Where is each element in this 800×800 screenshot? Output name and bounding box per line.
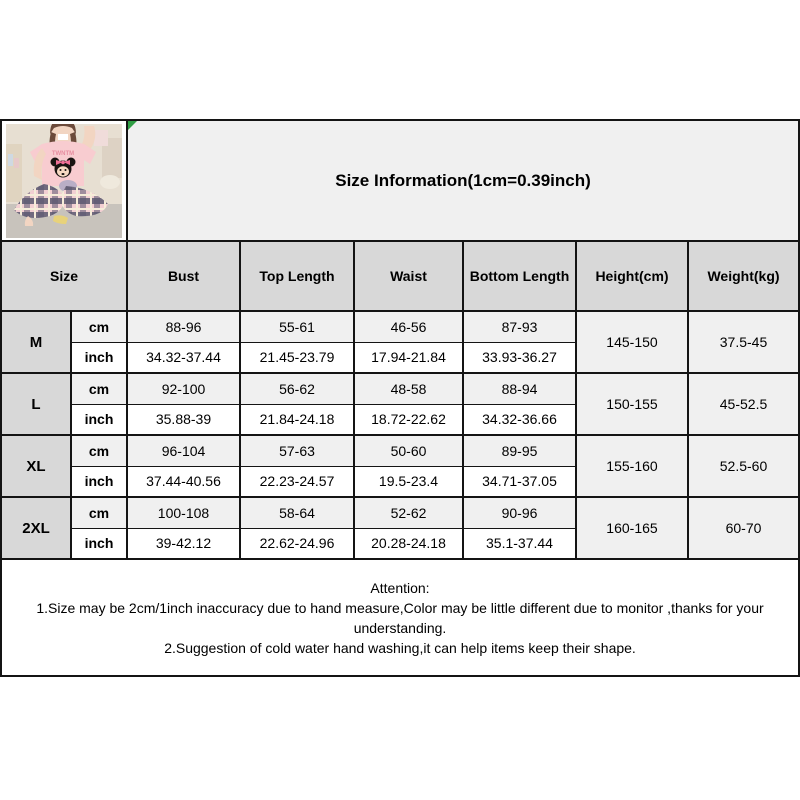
- cell-bust-cm: 88-96: [127, 311, 240, 342]
- cell-bottom-length-cm: 90-96: [463, 497, 576, 528]
- header-bottom-length: Bottom Length: [463, 241, 576, 311]
- title-row: [1, 120, 799, 241]
- cell-height: 155-160: [576, 435, 688, 497]
- cell-top-length-cm: 56-62: [240, 373, 354, 404]
- cell-top-length-cm: 58-64: [240, 497, 354, 528]
- cell-height: 160-165: [576, 497, 688, 559]
- header-weight: Weight(kg): [688, 241, 799, 311]
- cell-bust-cm: 100-108: [127, 497, 240, 528]
- cell-waist-inch: 18.72-22.62: [354, 404, 463, 435]
- cell-weight: 37.5-45: [688, 311, 799, 373]
- unit-inch: inch: [71, 466, 127, 497]
- attention-label: Attention:: [370, 579, 430, 596]
- cell-waist-cm: 50-60: [354, 435, 463, 466]
- product-photo-cell: [1, 120, 127, 241]
- cell-waist-cm: 46-56: [354, 311, 463, 342]
- cell-waist-cm: 48-58: [354, 373, 463, 404]
- cell-waist-inch: 19.5-23.4: [354, 466, 463, 497]
- cell-bust-inch: 35.88-39: [127, 404, 240, 435]
- header-row: [1, 241, 799, 311]
- header-top-length: Top Length: [240, 241, 354, 311]
- cell-top-length-inch: 21.84-24.18: [240, 404, 354, 435]
- sheet-title: Size Information(1cm=0.39inch): [127, 120, 799, 241]
- cell-weight: 60-70: [688, 497, 799, 559]
- size-label-l: L: [1, 373, 71, 435]
- size-label-xl: XL: [1, 435, 71, 497]
- cell-top-length-inch: 21.45-23.79: [240, 342, 354, 373]
- cell-top-length-inch: 22.62-24.96: [240, 528, 354, 559]
- cell-bottom-length-inch: 35.1-37.44: [463, 528, 576, 559]
- size-label-2xl: 2XL: [1, 497, 71, 559]
- header-size: Size: [1, 241, 127, 311]
- unit-cm: cm: [71, 497, 127, 528]
- row-m-cm: [1, 311, 799, 342]
- cell-bust-inch: 37.44-40.56: [127, 466, 240, 497]
- attention-line-1: 1.Size may be 2cm/1inch inaccuracy due to hand measure,Color may be little different due to monitor ,thanks for your understanding.: [36, 599, 764, 636]
- unit-inch: inch: [71, 342, 127, 373]
- cell-bottom-length-cm: 89-95: [463, 435, 576, 466]
- cell-bust-cm: 92-100: [127, 373, 240, 404]
- cell-top-length-cm: 55-61: [240, 311, 354, 342]
- size-label-m: M: [1, 311, 71, 373]
- cell-bust-inch: 39-42.12: [127, 528, 240, 559]
- header-height: Height(cm): [576, 241, 688, 311]
- unit-cm: cm: [71, 311, 127, 342]
- row-2xl-cm: [1, 497, 799, 528]
- row-xl-cm: [1, 435, 799, 466]
- cell-weight: 52.5-60: [688, 435, 799, 497]
- cell-waist-cm: 52-62: [354, 497, 463, 528]
- unit-cm: cm: [71, 373, 127, 404]
- header-waist: Waist: [354, 241, 463, 311]
- cell-waist-inch: 20.28-24.18: [354, 528, 463, 559]
- unit-inch: inch: [71, 404, 127, 435]
- cell-bottom-length-inch: 33.93-36.27: [463, 342, 576, 373]
- cell-height: 145-150: [576, 311, 688, 373]
- shelf-shape: [6, 144, 22, 202]
- attention-row: [1, 559, 799, 676]
- cell-bottom-length-inch: 34.71-37.05: [463, 466, 576, 497]
- cell-top-length-cm: 57-63: [240, 435, 354, 466]
- header-bust: Bust: [127, 241, 240, 311]
- cell-bust-cm: 96-104: [127, 435, 240, 466]
- cell-corner-flag-icon: [128, 121, 137, 130]
- cell-bottom-length-cm: 88-94: [463, 373, 576, 404]
- cell-waist-inch: 17.94-21.84: [354, 342, 463, 373]
- attention-note: [1, 559, 799, 676]
- cell-bottom-length-cm: 87-93: [463, 311, 576, 342]
- unit-inch: inch: [71, 528, 127, 559]
- product-photo: [6, 124, 122, 238]
- cell-bust-inch: 34.32-37.44: [127, 342, 240, 373]
- shirt-text: TWNTM: [51, 150, 75, 157]
- cell-height: 150-155: [576, 373, 688, 435]
- unit-cm: cm: [71, 435, 127, 466]
- attention-line-2: 2.Suggestion of cold water hand washing,it can help items keep their shape.: [164, 639, 636, 656]
- cell-bottom-length-inch: 34.32-36.66: [463, 404, 576, 435]
- cell-top-length-inch: 22.23-24.57: [240, 466, 354, 497]
- row-l-cm: [1, 373, 799, 404]
- size-information-table: [0, 119, 800, 677]
- cell-weight: 45-52.5: [688, 373, 799, 435]
